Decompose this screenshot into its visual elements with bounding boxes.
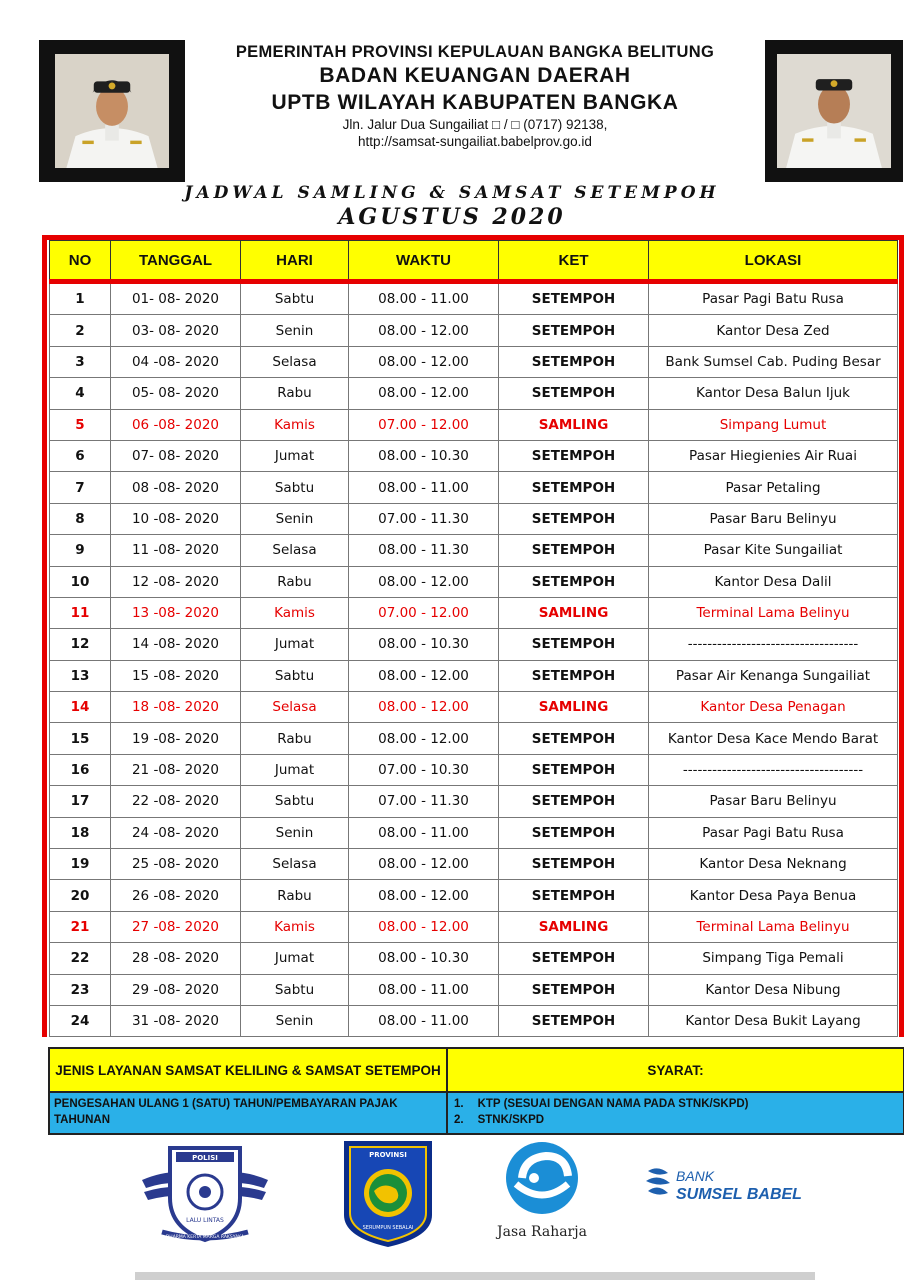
- cell-hari: Rabu: [241, 378, 349, 409]
- cell-no: 4: [50, 378, 111, 409]
- cell-ket: SAMLING: [499, 597, 649, 628]
- cell-hari: Rabu: [241, 880, 349, 911]
- requirements-header: SYARAT:: [447, 1048, 904, 1092]
- svg-text:POLISI: POLISI: [192, 1154, 218, 1162]
- cell-lokasi: Terminal Lama Belinyu: [649, 597, 898, 628]
- cell-tanggal: 27 -08- 2020: [111, 911, 241, 942]
- cell-no: 21: [50, 911, 111, 942]
- cell-waktu: 08.00 - 11.00: [349, 472, 499, 503]
- table-row: [50, 1005, 898, 1036]
- cell-no: 11: [50, 597, 111, 628]
- cell-tanggal: 29 -08- 2020: [111, 974, 241, 1005]
- table-row: [50, 282, 898, 315]
- cell-lokasi: Pasar Pagi Batu Rusa: [649, 817, 898, 848]
- government-name: PEMERINTAH PROVINSI KEPULAUAN BANGKA BELITUNG: [235, 43, 715, 61]
- cell-tanggal: 13 -08- 2020: [111, 597, 241, 628]
- cell-ket: SETEMPOH: [499, 282, 649, 315]
- cell-waktu: 08.00 - 10.30: [349, 440, 499, 471]
- cell-waktu: 08.00 - 11.00: [349, 282, 499, 315]
- cell-ket: SETEMPOH: [499, 440, 649, 471]
- table-row: [50, 660, 898, 691]
- cell-ket: SETEMPOH: [499, 817, 649, 848]
- cell-lokasi: Pasar Kite Sungailiat: [649, 535, 898, 566]
- cell-lokasi: Pasar Baru Belinyu: [649, 786, 898, 817]
- document-month: AGUSTUS 2020: [338, 204, 566, 230]
- cell-hari: Selasa: [241, 692, 349, 723]
- table-row: [50, 378, 898, 409]
- cell-waktu: 08.00 - 12.00: [349, 315, 499, 346]
- column-header-lokasi: LOKASI: [649, 241, 898, 282]
- cell-hari: Sabtu: [241, 786, 349, 817]
- cell-no: 18: [50, 817, 111, 848]
- cell-no: 12: [50, 629, 111, 660]
- cell-ket: SETEMPOH: [499, 660, 649, 691]
- cell-ket: SETEMPOH: [499, 880, 649, 911]
- cell-no: 15: [50, 723, 111, 754]
- cell-lokasi: Kantor Desa Paya Benua: [649, 880, 898, 911]
- cell-waktu: 08.00 - 11.00: [349, 974, 499, 1005]
- service-type-description: PENGESAHAN ULANG 1 (SATU) TAHUN/PEMBAYARAN PAJAK TAHUNAN: [49, 1092, 447, 1134]
- traffic-police-logo: [140, 1140, 270, 1245]
- cell-lokasi: Terminal Lama Belinyu: [649, 911, 898, 942]
- cell-lokasi: Kantor Desa Zed: [649, 315, 898, 346]
- column-header-waktu: WAKTU: [349, 241, 499, 282]
- cell-ket: SETEMPOH: [499, 849, 649, 880]
- cell-hari: Selasa: [241, 346, 349, 377]
- svg-text:Jasa Raharja: Jasa Raharja: [497, 1224, 587, 1240]
- column-header-tanggal: TANGGAL: [111, 241, 241, 282]
- cell-ket: SETEMPOH: [499, 566, 649, 597]
- cell-hari: Rabu: [241, 566, 349, 597]
- cell-tanggal: 05- 08- 2020: [111, 378, 241, 409]
- cell-tanggal: 19 -08- 2020: [111, 723, 241, 754]
- table-row: [50, 346, 898, 377]
- cell-ket: SETEMPOH: [499, 1005, 649, 1036]
- column-header-ket: KET: [499, 241, 649, 282]
- cell-hari: Senin: [241, 315, 349, 346]
- table-row: [50, 974, 898, 1005]
- cell-waktu: 08.00 - 12.00: [349, 660, 499, 691]
- cell-lokasi: Kantor Desa Balun Ijuk: [649, 378, 898, 409]
- cell-tanggal: 08 -08- 2020: [111, 472, 241, 503]
- cell-tanggal: 01- 08- 2020: [111, 282, 241, 315]
- cell-waktu: 08.00 - 12.00: [349, 911, 499, 942]
- cell-lokasi: Kantor Desa Nibung: [649, 974, 898, 1005]
- schedule-body: [50, 282, 898, 1037]
- cell-ket: SETEMPOH: [499, 754, 649, 785]
- cell-no: 24: [50, 1005, 111, 1036]
- cell-lokasi: Kantor Desa Neknang: [649, 849, 898, 880]
- cell-waktu: 08.00 - 12.00: [349, 692, 499, 723]
- cell-waktu: 07.00 - 12.00: [349, 597, 499, 628]
- cell-hari: Sabtu: [241, 974, 349, 1005]
- cell-tanggal: 21 -08- 2020: [111, 754, 241, 785]
- table-row: [50, 849, 898, 880]
- cell-ket: SETEMPOH: [499, 472, 649, 503]
- cell-hari: Senin: [241, 503, 349, 534]
- cell-lokasi: Pasar Pagi Batu Rusa: [649, 282, 898, 315]
- svg-text:SUMSEL BABEL: SUMSEL BABEL: [676, 1186, 802, 1203]
- cell-no: 7: [50, 472, 111, 503]
- svg-text:SERUMPUN SEBALAI: SERUMPUN SEBALAI: [362, 1225, 414, 1231]
- table-row: [50, 692, 898, 723]
- bank-sumsel-babel-logo: [642, 1163, 802, 1211]
- cell-no: 22: [50, 943, 111, 974]
- cell-lokasi: Bank Sumsel Cab. Puding Besar: [649, 346, 898, 377]
- cell-waktu: 08.00 - 12.00: [349, 880, 499, 911]
- cell-tanggal: 07- 08- 2020: [111, 440, 241, 471]
- cell-ket: SETEMPOH: [499, 535, 649, 566]
- cell-hari: Sabtu: [241, 660, 349, 691]
- cell-ket: SETEMPOH: [499, 378, 649, 409]
- cell-lokasi: -------------------------------------: [649, 754, 898, 785]
- cell-tanggal: 04 -08- 2020: [111, 346, 241, 377]
- cell-ket: SAMLING: [499, 692, 649, 723]
- cell-ket: SETEMPOH: [499, 629, 649, 660]
- cell-ket: SETEMPOH: [499, 503, 649, 534]
- document-title: JADWAL SAMLING & SAMSAT SETEMPOH: [184, 183, 720, 203]
- cell-ket: SETEMPOH: [499, 943, 649, 974]
- cell-tanggal: 14 -08- 2020: [111, 629, 241, 660]
- cell-lokasi: Simpang Lumut: [649, 409, 898, 440]
- cell-waktu: 08.00 - 12.00: [349, 566, 499, 597]
- table-row: [50, 723, 898, 754]
- cell-hari: Kamis: [241, 409, 349, 440]
- table-header-row: [50, 241, 898, 282]
- table-row: [50, 754, 898, 785]
- cell-hari: Senin: [241, 817, 349, 848]
- cell-waktu: 08.00 - 11.00: [349, 817, 499, 848]
- table-row: [50, 629, 898, 660]
- cell-tanggal: 18 -08- 2020: [111, 692, 241, 723]
- cell-hari: Sabtu: [241, 472, 349, 503]
- cell-ket: SETEMPOH: [499, 346, 649, 377]
- cell-waktu: 08.00 - 12.00: [349, 346, 499, 377]
- cell-hari: Jumat: [241, 629, 349, 660]
- cell-ket: SETEMPOH: [499, 315, 649, 346]
- cell-no: 2: [50, 315, 111, 346]
- cell-no: 13: [50, 660, 111, 691]
- table-row: [50, 472, 898, 503]
- requirements-list: [447, 1092, 904, 1134]
- table-row: [50, 786, 898, 817]
- cell-waktu: 08.00 - 11.00: [349, 1005, 499, 1036]
- schedule-table: [49, 240, 898, 1037]
- bottom-edge-strip: [135, 1272, 815, 1280]
- cell-waktu: 07.00 - 10.30: [349, 754, 499, 785]
- cell-no: 20: [50, 880, 111, 911]
- cell-hari: Sabtu: [241, 282, 349, 315]
- cell-hari: Rabu: [241, 723, 349, 754]
- cell-hari: Kamis: [241, 911, 349, 942]
- cell-waktu: 07.00 - 12.00: [349, 409, 499, 440]
- cell-tanggal: 06 -08- 2020: [111, 409, 241, 440]
- cell-no: 8: [50, 503, 111, 534]
- cell-waktu: 08.00 - 12.00: [349, 378, 499, 409]
- governor-photo: [39, 40, 185, 182]
- cell-tanggal: 11 -08- 2020: [111, 535, 241, 566]
- cell-lokasi: Kantor Desa Kace Mendo Barat: [649, 723, 898, 754]
- jasa-raharja-logo: [494, 1138, 590, 1248]
- cell-no: 19: [50, 849, 111, 880]
- cell-no: 23: [50, 974, 111, 1005]
- cell-no: 17: [50, 786, 111, 817]
- cell-lokasi: Pasar Air Kenanga Sungailiat: [649, 660, 898, 691]
- svg-text:DHARMA KERTA MARGA RAKSYAKA: DHARMA KERTA MARGA RAKSYAKA: [165, 1235, 245, 1240]
- cell-hari: Selasa: [241, 535, 349, 566]
- cell-waktu: 08.00 - 12.00: [349, 849, 499, 880]
- table-row: [50, 817, 898, 848]
- agency-name: BADAN KEUANGAN DAERAH: [319, 64, 631, 87]
- table-row: [50, 535, 898, 566]
- table-row: [50, 315, 898, 346]
- table-row: [50, 503, 898, 534]
- service-info-table: [48, 1047, 904, 1135]
- cell-lokasi: Simpang Tiga Pemali: [649, 943, 898, 974]
- cell-tanggal: 15 -08- 2020: [111, 660, 241, 691]
- cell-tanggal: 22 -08- 2020: [111, 786, 241, 817]
- cell-tanggal: 25 -08- 2020: [111, 849, 241, 880]
- cell-ket: SAMLING: [499, 911, 649, 942]
- cell-tanggal: 26 -08- 2020: [111, 880, 241, 911]
- partner-logos: [0, 1135, 904, 1255]
- address: Jln. Jalur Dua Sungailiat □ / □ (0717) 92138,: [342, 117, 608, 132]
- letterhead: [185, 42, 765, 150]
- cell-hari: Kamis: [241, 597, 349, 628]
- cell-lokasi: Pasar Baru Belinyu: [649, 503, 898, 534]
- cell-ket: SAMLING: [499, 409, 649, 440]
- cell-tanggal: 28 -08- 2020: [111, 943, 241, 974]
- table-row: [50, 943, 898, 974]
- table-row: [50, 566, 898, 597]
- cell-lokasi: Pasar Hiegienies Air Ruai: [649, 440, 898, 471]
- table-row: [50, 409, 898, 440]
- cell-waktu: 08.00 - 11.30: [349, 535, 499, 566]
- cell-no: 3: [50, 346, 111, 377]
- cell-ket: SETEMPOH: [499, 723, 649, 754]
- svg-text:BANK: BANK: [676, 1168, 715, 1184]
- cell-waktu: 08.00 - 12.00: [349, 723, 499, 754]
- requirement-item: 1. KTP (SESUAI DENGAN NAMA PADA STNK/SKPD): [454, 1098, 749, 1110]
- cell-tanggal: 12 -08- 2020: [111, 566, 241, 597]
- cell-waktu: 07.00 - 11.30: [349, 503, 499, 534]
- cell-tanggal: 10 -08- 2020: [111, 503, 241, 534]
- column-header-hari: HARI: [241, 241, 349, 282]
- table-row: [50, 880, 898, 911]
- cell-hari: Jumat: [241, 943, 349, 974]
- cell-no: 10: [50, 566, 111, 597]
- cell-waktu: 07.00 - 11.30: [349, 786, 499, 817]
- cell-waktu: 08.00 - 10.30: [349, 629, 499, 660]
- column-header-no: NO: [50, 241, 111, 282]
- cell-hari: Jumat: [241, 440, 349, 471]
- unit-name: UPTB WILAYAH KABUPATEN BANGKA: [271, 91, 679, 114]
- cell-no: 9: [50, 535, 111, 566]
- cell-hari: Jumat: [241, 754, 349, 785]
- cell-lokasi: Kantor Desa Dalil: [649, 566, 898, 597]
- svg-text:LALU LINTAS: LALU LINTAS: [186, 1217, 224, 1224]
- cell-no: 5: [50, 409, 111, 440]
- cell-no: 14: [50, 692, 111, 723]
- cell-hari: Senin: [241, 1005, 349, 1036]
- cell-no: 1: [50, 282, 111, 315]
- cell-no: 6: [50, 440, 111, 471]
- bangka-belitung-province-logo: [340, 1137, 436, 1249]
- cell-lokasi: Pasar Petaling: [649, 472, 898, 503]
- cell-lokasi: Kantor Desa Bukit Layang: [649, 1005, 898, 1036]
- cell-no: 16: [50, 754, 111, 785]
- requirement-item: 2. STNK/SKPD: [454, 1114, 545, 1126]
- cell-ket: SETEMPOH: [499, 786, 649, 817]
- cell-waktu: 08.00 - 10.30: [349, 943, 499, 974]
- table-row: [50, 597, 898, 628]
- table-row: [50, 440, 898, 471]
- website: http://samsat-sungailiat.babelprov.go.id: [358, 134, 592, 149]
- service-type-header: JENIS LAYANAN SAMSAT KELILING & SAMSAT SETEMPOH: [49, 1048, 447, 1092]
- cell-tanggal: 24 -08- 2020: [111, 817, 241, 848]
- cell-lokasi: -----------------------------------: [649, 629, 898, 660]
- cell-tanggal: 03- 08- 2020: [111, 315, 241, 346]
- cell-hari: Selasa: [241, 849, 349, 880]
- svg-text:PROVINSI: PROVINSI: [369, 1151, 407, 1159]
- table-row: [50, 911, 898, 942]
- cell-tanggal: 31 -08- 2020: [111, 1005, 241, 1036]
- vice-governor-photo: [765, 40, 903, 182]
- cell-ket: SETEMPOH: [499, 974, 649, 1005]
- cell-lokasi: Kantor Desa Penagan: [649, 692, 898, 723]
